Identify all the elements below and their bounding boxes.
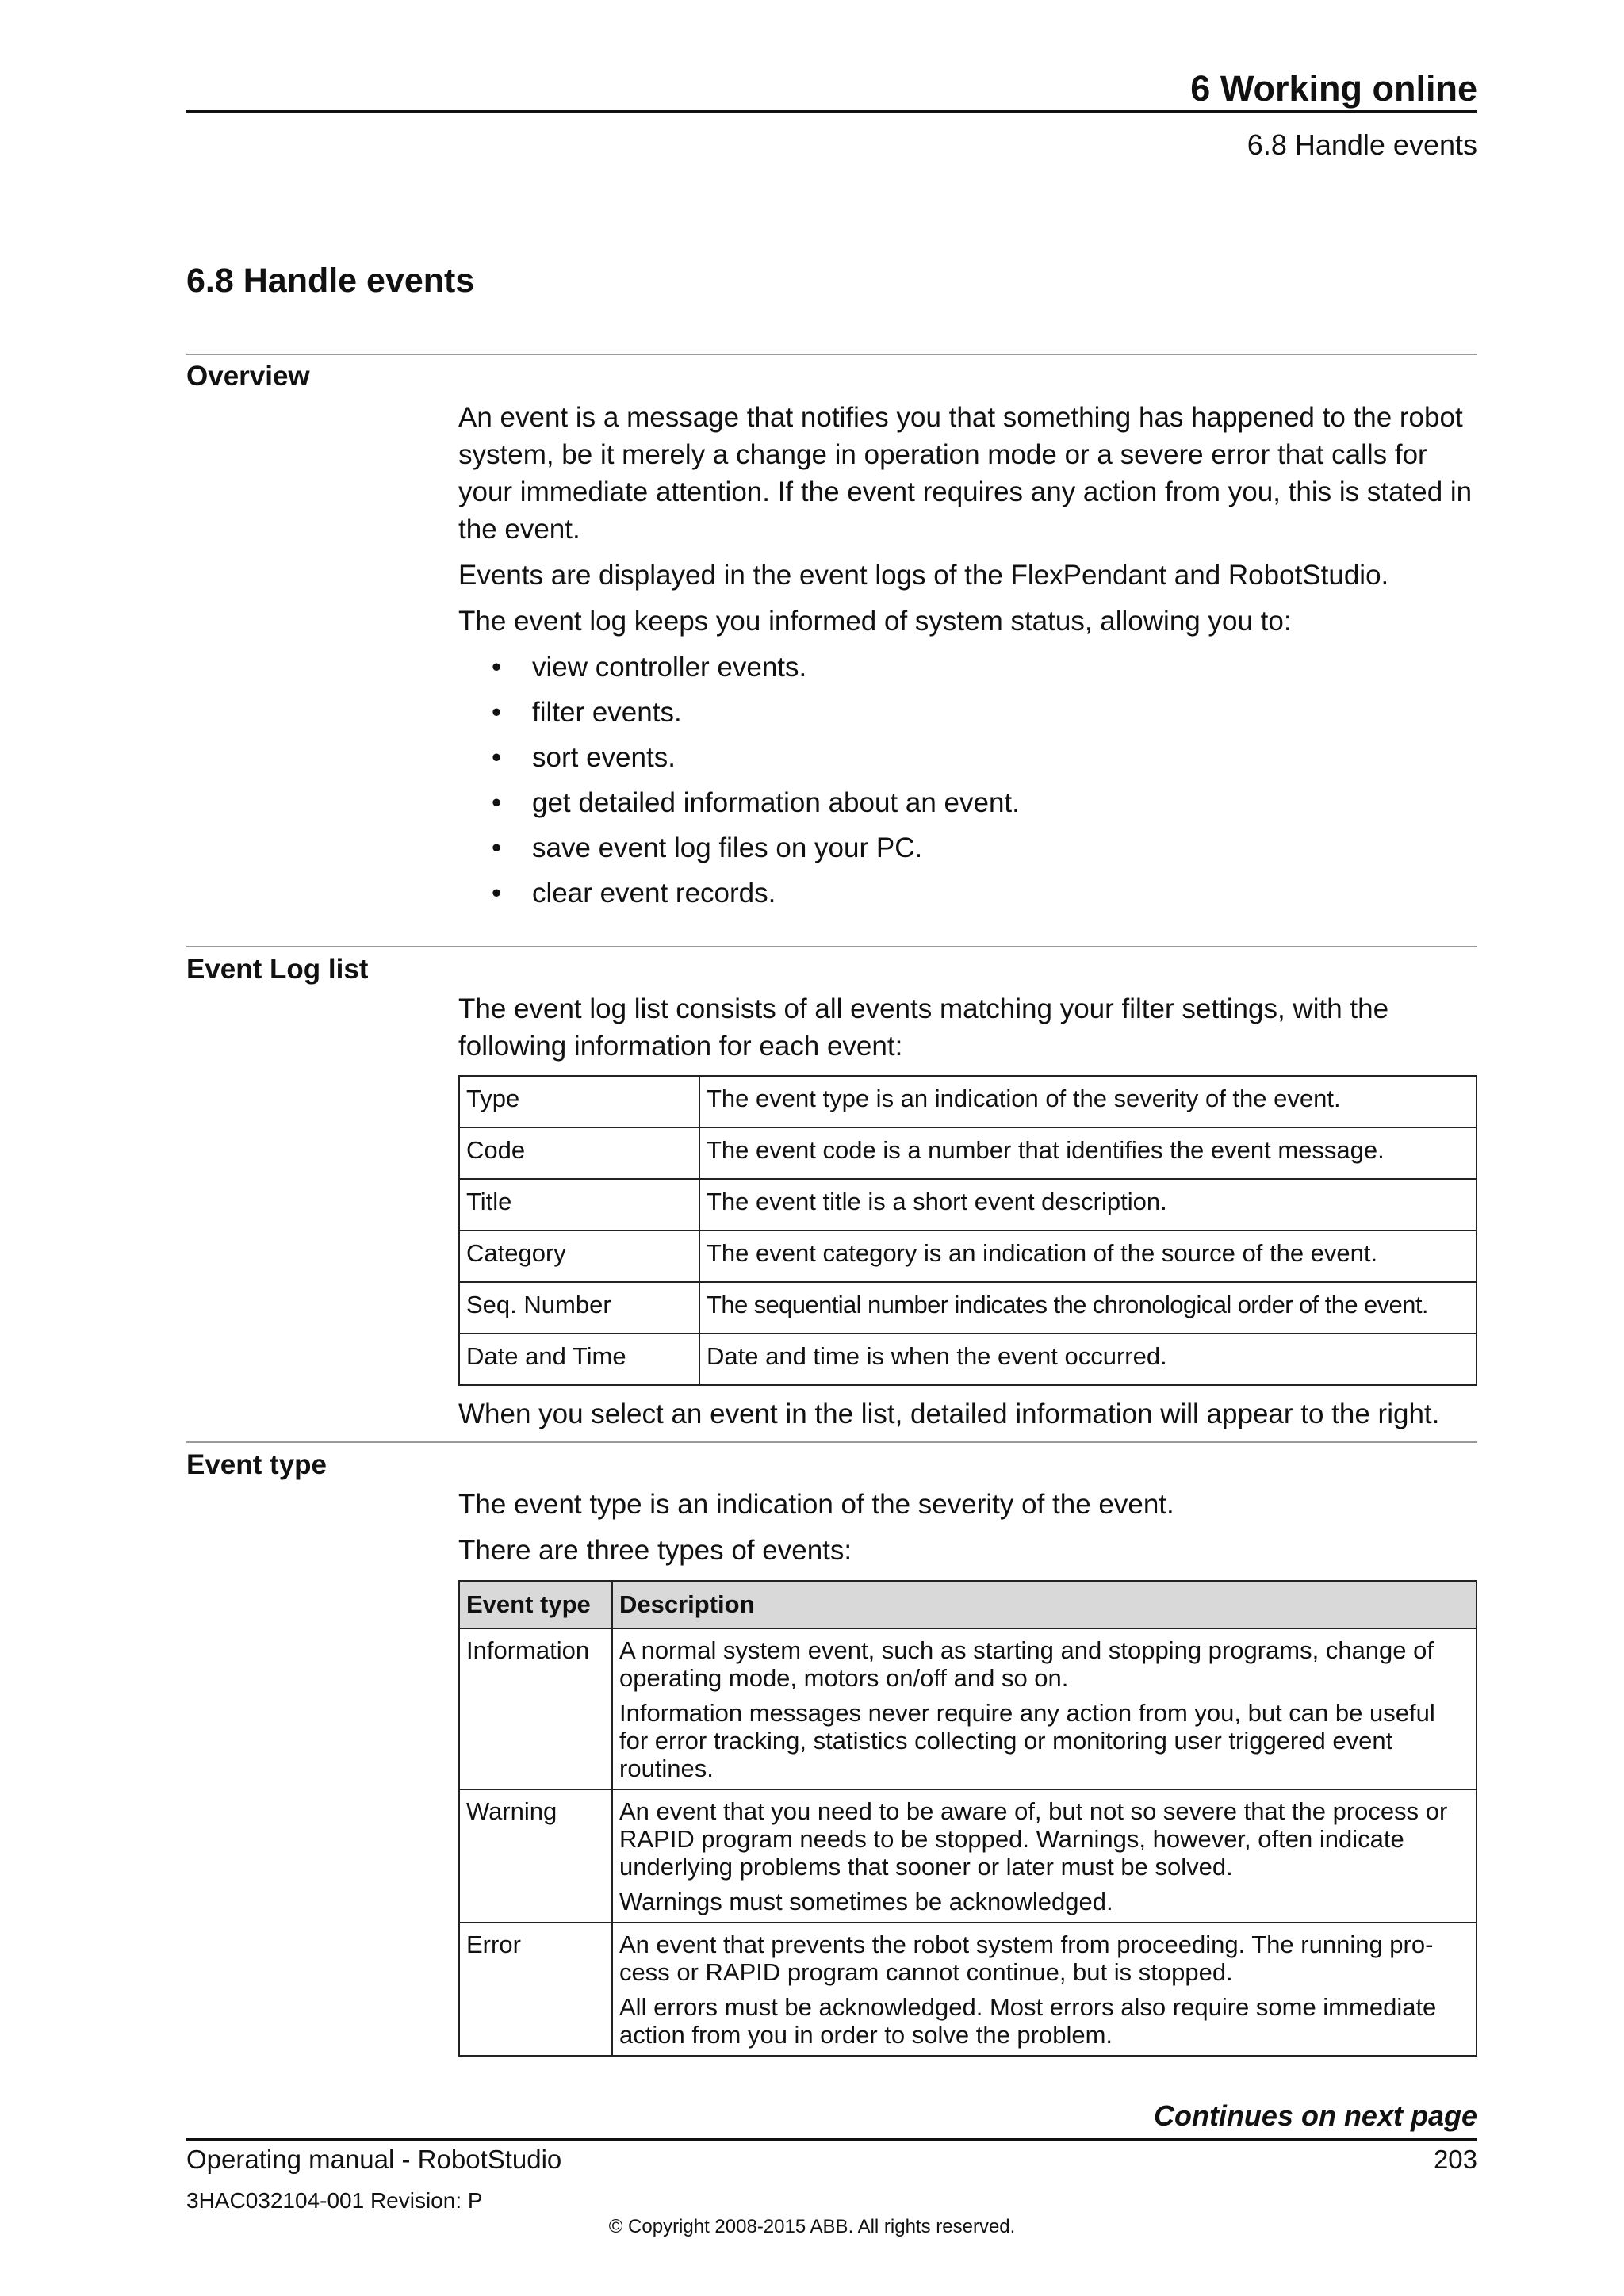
list-item	[458, 874, 1477, 920]
description-paragraph: A normal system event, such as starting and stopping programs, change of operating mode, motors on/off and so on.	[619, 1636, 1434, 1692]
overview-paragraph: Events are displayed in the event logs of the FlexPendant and RobotStudio.	[458, 560, 1389, 591]
description-paragraph: Information messages never require any action from you, but can be useful for error tracking, statistics collecting or monitoring user triggered event routines.	[619, 1699, 1435, 1782]
document-id: 3HAC032104-001 Revision: P	[186, 2188, 483, 2213]
description-paragraph: Warnings must sometimes be acknowledged.	[619, 1888, 1113, 1915]
manual-title: Operating manual - RobotStudio	[186, 2145, 562, 2174]
list-item-text: view controller events.	[532, 652, 807, 683]
list-item-text: save event log files on your PC.	[532, 832, 923, 863]
column-header: Event type	[459, 1581, 612, 1628]
overview-body	[458, 399, 1477, 920]
list-item	[458, 784, 1477, 829]
event-log-fields-table	[458, 1075, 1477, 1386]
table-header-row	[459, 1581, 1477, 1628]
field-name: Seq. Number	[459, 1282, 699, 1334]
event-type-body	[458, 1486, 1477, 2057]
list-item-text: sort events.	[532, 742, 676, 773]
list-item-text: filter events.	[532, 697, 682, 728]
field-description: The event type is an indication of the severity of the event.	[699, 1076, 1477, 1127]
event-log-list-intro: The event log list consists of all events matching your filter settings, with the following information for each event:	[458, 993, 1389, 1062]
header-rule	[186, 110, 1477, 113]
bullet-icon: •	[492, 878, 502, 909]
event-type-description	[612, 1923, 1477, 2056]
column-header: Description	[612, 1581, 1477, 1628]
copyright: © Copyright 2008-2015 ABB. All rights reserved.	[608, 2216, 1016, 2237]
table-row	[459, 1628, 1477, 1789]
event-type-label: Event type	[186, 1449, 327, 1480]
event-log-list-body	[458, 990, 1477, 1441]
table-row	[459, 1282, 1477, 1334]
event-type-paragraph: The event type is an indication of the severity of the event.	[458, 1489, 1174, 1520]
list-item-text: get detailed information about an event.	[532, 787, 1020, 818]
field-description: The sequential number indicates the chronological order of the event.	[699, 1282, 1477, 1334]
chapter-title: 6 Working online	[1190, 68, 1477, 109]
list-item-text: clear event records.	[532, 878, 776, 909]
list-item	[458, 739, 1477, 784]
list-item	[458, 649, 1477, 694]
bullet-icon: •	[492, 832, 502, 863]
overview-paragraph: The event log keeps you informed of system status, allowing you to:	[458, 606, 1292, 637]
footer-rule	[186, 2138, 1477, 2141]
table-row	[459, 1334, 1477, 1385]
list-item	[458, 694, 1477, 739]
event-type-name: Error	[459, 1923, 612, 2056]
field-description: Date and time is when the event occurred.	[699, 1334, 1477, 1385]
table-row	[459, 1230, 1477, 1282]
event-log-list-after: When you select an event in the list, detailed information will appear to the right.	[458, 1399, 1440, 1429]
table-row	[459, 1923, 1477, 2056]
table-row	[459, 1179, 1477, 1230]
overview-label: Overview	[186, 361, 310, 392]
event-type-paragraph: There are three types of events:	[458, 1535, 852, 1566]
page-number: 203	[1433, 2145, 1477, 2174]
field-description: The event category is an indication of the source of the event.	[699, 1230, 1477, 1282]
description-paragraph: All errors must be acknowledged. Most errors also require some immediate action from you in order to solve the problem.	[619, 1993, 1437, 2049]
continues-note: Continues on next page	[1153, 2099, 1477, 2132]
table-row	[459, 1076, 1477, 1127]
bullet-icon: •	[492, 742, 502, 773]
description-paragraph: An event that prevents the robot system from proceeding. The running pro-cess or RAPID program cannot continue, but is stopped.	[619, 1931, 1434, 1986]
bullet-icon: •	[492, 652, 502, 683]
field-description: The event code is a number that identifies the event message.	[699, 1127, 1477, 1179]
bullet-icon: •	[492, 697, 502, 728]
event-log-list-label: Event Log list	[186, 954, 369, 985]
list-item	[458, 829, 1477, 874]
section-divider	[186, 354, 1477, 355]
event-type-name: Information	[459, 1628, 612, 1789]
overview-paragraph: An event is a message that notifies you that something has happened to the robot system, be it merely a change in operation mode or a severe error that calls for your immediate attention. If the event requires any action from you, this is stated in the event.	[458, 402, 1473, 545]
field-name: Code	[459, 1127, 699, 1179]
header-section: 6.8 Handle events	[1247, 128, 1477, 161]
event-type-description	[612, 1628, 1477, 1789]
section-divider	[186, 1441, 1477, 1443]
event-type-description	[612, 1789, 1477, 1923]
event-type-name: Warning	[459, 1789, 612, 1923]
capability-list	[458, 649, 1477, 920]
description-paragraph: An event that you need to be aware of, but not so severe that the process or RAPID program needs to be stopped. Warnings, however, often indicate underlying problems that sooner or later must be solved.	[619, 1797, 1448, 1881]
table-row	[459, 1127, 1477, 1179]
field-name: Type	[459, 1076, 699, 1127]
page-title: 6.8 Handle events	[186, 262, 475, 300]
bullet-icon: •	[492, 787, 502, 818]
field-name: Title	[459, 1179, 699, 1230]
field-name: Date and Time	[459, 1334, 699, 1385]
field-name: Category	[459, 1230, 699, 1282]
table-row	[459, 1789, 1477, 1923]
section-divider	[186, 946, 1477, 947]
event-types-table	[458, 1580, 1477, 2057]
field-description: The event title is a short event description.	[699, 1179, 1477, 1230]
